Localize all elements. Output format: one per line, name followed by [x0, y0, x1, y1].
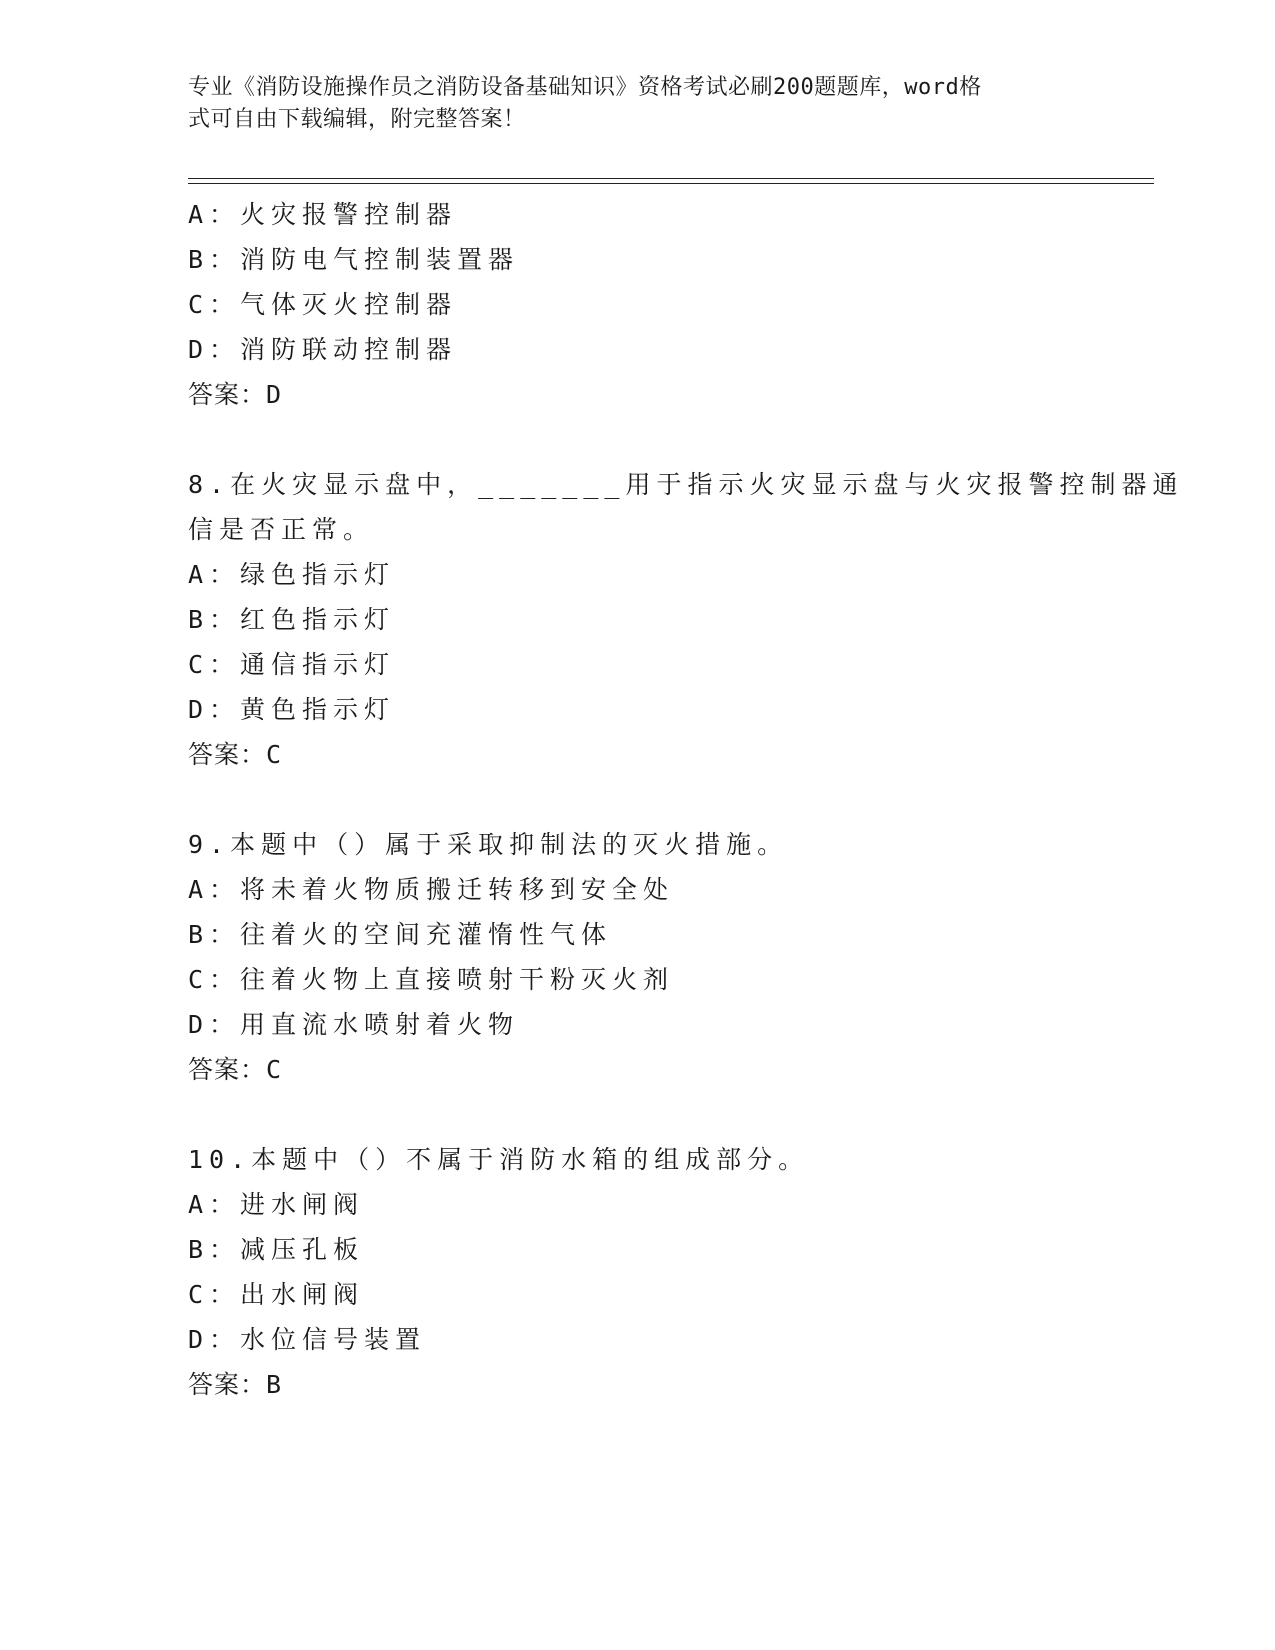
question-8	[188, 462, 1184, 777]
option-d: D：消防联动控制器	[188, 335, 458, 364]
option-b: B：红色指示灯	[188, 605, 396, 634]
question-10	[188, 1137, 1088, 1407]
option-c: C：气体灭火控制器	[188, 290, 458, 319]
question-text: 10.本题中（）不属于消防水箱的组成部分。	[188, 1145, 810, 1174]
option-d: D：水位信号装置	[188, 1325, 427, 1354]
answer: 答案：B	[188, 1370, 283, 1399]
document-header	[188, 72, 1088, 136]
header-rule-top	[188, 178, 1154, 179]
option-c: C：往着火物上直接喷射干粉灭火剂	[188, 965, 675, 994]
option-d: D：黄色指示灯	[188, 695, 396, 724]
option-b: B：消防电气控制装置器	[188, 245, 520, 274]
option-a: A：火灾报警控制器	[188, 200, 458, 229]
option-b: B：往着火的空间充灌惰性气体	[188, 920, 613, 949]
answer: 答案：C	[188, 1055, 283, 1084]
question-list	[188, 192, 1184, 1407]
question-text-line-1: 8.在火灾显示盘中，_______用于指示火灾显示盘与火灾报警控制器通	[188, 470, 1184, 499]
header-line-1: 专业《消防设施操作员之消防设备基础知识》资格考试必刷200题题库，word格	[188, 75, 982, 100]
header-rule-bottom	[188, 183, 1154, 184]
option-c: C：出水闸阀	[188, 1280, 365, 1309]
question-7	[188, 192, 1088, 417]
option-c: C：通信指示灯	[188, 650, 396, 679]
option-a: A：进水闸阀	[188, 1190, 365, 1219]
question-text-line-2: 信是否正常。	[188, 515, 375, 544]
header-line-2: 式可自由下载编辑，附完整答案！	[188, 107, 526, 132]
option-a: A：将未着火物质搬迁转移到安全处	[188, 875, 675, 904]
answer: 答案：C	[188, 740, 283, 769]
question-text: 9.本题中（）属于采取抑制法的灭火措施。	[188, 830, 789, 859]
option-b: B：减压孔板	[188, 1235, 365, 1264]
option-d: D：用直流水喷射着火物	[188, 1010, 520, 1039]
option-a: A：绿色指示灯	[188, 560, 396, 589]
answer: 答案：D	[188, 380, 283, 409]
question-9	[188, 822, 1088, 1092]
